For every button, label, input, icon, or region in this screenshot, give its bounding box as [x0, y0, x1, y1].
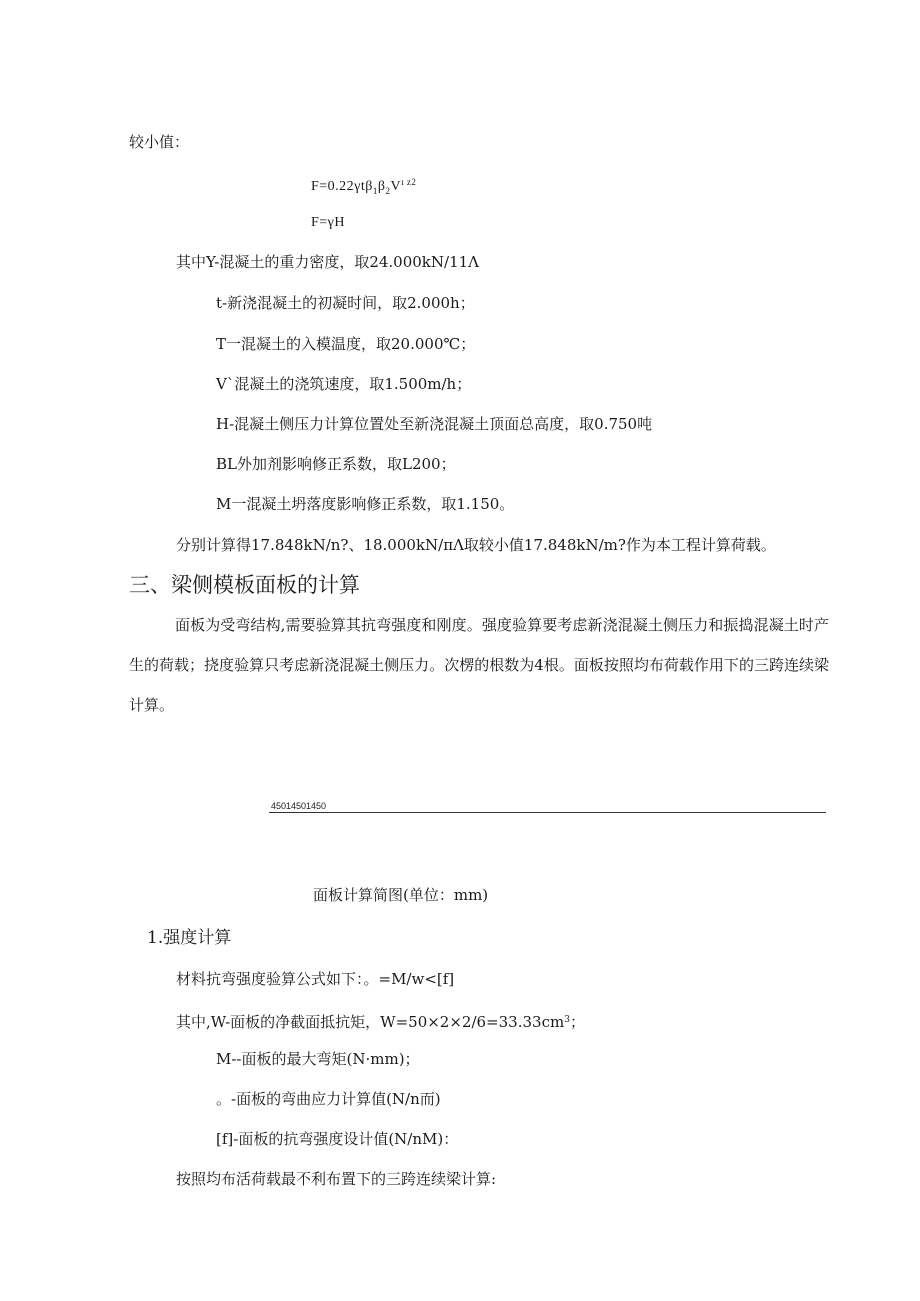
diagram-beam-line	[269, 812, 826, 813]
text-line-moment: M--面板的最大弯矩(N·mm)；	[216, 1050, 420, 1068]
text-line-stress: 。-面板的弯曲应力计算值(N/n而)	[216, 1090, 441, 1108]
text-line-height: H-混凝土侧压力计算位置处至新浇混凝土顶面总高度，取0.750吨	[216, 415, 653, 433]
formula-f1-sub2: 2	[385, 186, 391, 196]
text-line-section-modulus	[176, 1010, 585, 1032]
formula-f1-beta2: β	[377, 179, 386, 194]
text-line-t: t-新浇混凝土的初凝时间，取2.000h；	[216, 294, 475, 312]
section-heading: 三、梁侧模板面板的计算	[129, 573, 360, 597]
formula-f2: F=γH	[311, 215, 345, 230]
formula-f1-sup: ɪ z2	[401, 177, 417, 187]
text-line-formula-intro: 材料抗弯强度验算公式如下：。=M/w<[f]	[176, 970, 455, 988]
subsection-heading: 1.强度计算	[147, 928, 232, 948]
text-line-velocity: V`混凝土的浇筑速度，取1.500m/h；	[216, 375, 472, 393]
section-modulus-end: ；	[569, 1013, 585, 1031]
text-line-intro: 较小值：	[129, 133, 190, 151]
section-modulus-exponent: 3	[564, 1015, 570, 1025]
text-line-strength: [f]-面板的抗弯强度设计值(N/nM)：	[216, 1130, 459, 1148]
figure-caption: 面板计算简图(单位：mm)	[313, 886, 489, 904]
text-line-beta1: BL外加剂影响修正系数，取L200；	[216, 455, 456, 473]
dimension-label: 45014501450	[271, 801, 327, 811]
formula-f1-sub1: 1	[372, 186, 378, 196]
text-line-calc: 按照均布活荷载最不利布置下的三跨连续梁计算:	[176, 1170, 497, 1188]
text-line-gamma: 其中Y-混凝土的重力密度，取24.000kN/11Λ	[176, 253, 479, 271]
text-line-beta2: M一混凝土坍落度影响修正系数，取1.150。	[216, 495, 515, 513]
text-line-temp: T一混凝土的入模温度，取20.000℃；	[216, 335, 476, 353]
formula-f1-main: F=0.22γtβ	[311, 179, 373, 194]
text-line-result: 分别计算得17.848kN/n?、18.000kN/πΛ取较小值17.848kN/m?作为本工程计算荷载。	[176, 536, 776, 554]
section-modulus-text: 其中,W-面板的净截面抵抗矩，W=50×2×2/6=33.33cm	[176, 1013, 565, 1031]
formula-f1-v: V	[390, 179, 402, 194]
paragraph-panel-description: 面板为受弯结构,需要验算其抗弯强度和刚度。强度验算要考虑新浇混凝土侧压力和振捣混凝土时产生的荷载；挠度验算只考虑新浇混凝土侧压力。次楞的根数为4根。面板按照均布荷载作用下的三跨连续梁计算。	[129, 616, 829, 714]
formula-f1	[311, 172, 416, 201]
